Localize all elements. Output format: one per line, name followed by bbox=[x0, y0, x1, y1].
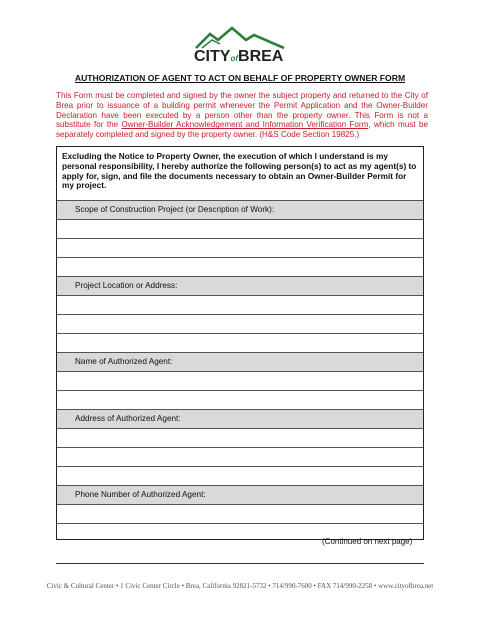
logo-city: CITY bbox=[194, 48, 231, 65]
scope-of-work-line-1[interactable] bbox=[57, 219, 423, 238]
agent-phone-line-1[interactable] bbox=[57, 504, 423, 523]
agent-phone-label: Phone Number of Authorized Agent: bbox=[75, 490, 206, 499]
field-label-row bbox=[57, 352, 423, 371]
form-title: AUTHORIZATION OF AGENT TO ACT ON BEHALF OF PROPERTY OWNER FORM bbox=[74, 73, 406, 83]
logo-of: of bbox=[230, 54, 239, 63]
agent-name-label: Name of Authorized Agent: bbox=[75, 357, 173, 366]
notice-paragraph bbox=[56, 91, 428, 140]
logo-brea: BREA bbox=[238, 48, 284, 65]
project-location-label: Project Location or Address: bbox=[75, 281, 178, 290]
notice-part2: , which must be separately completed and signed by the property owner. (H&S Code Section 19825.) bbox=[56, 120, 428, 140]
authorization-statement: Excluding the Notice to Property Owner, the execution of which I understand is my personal responsibility, I hereby authorize the following person(s) to act as my agent(s) to apply for, sign, and file the documents necessary to obtain an Owner-Builder Permit for my project. bbox=[62, 151, 417, 191]
agent-name-line-1[interactable] bbox=[57, 371, 423, 390]
agent-name-line-2[interactable] bbox=[57, 390, 423, 409]
footer-contact-info: Civic & Cultural Center • 1 Civic Center Circle • Brea, California 92821-5732 • 714/990-7600 • FAX 714/990-2258 • www.cityofbrea.net bbox=[46, 582, 434, 590]
continued-note: (Continued on next page) bbox=[322, 537, 413, 546]
project-location-line-3[interactable] bbox=[57, 333, 423, 352]
field-label-row bbox=[57, 276, 423, 295]
notice-form-reference: Owner-Builder Acknowledgement and Information Verification Form bbox=[121, 120, 369, 130]
notice-part1: This Form must be completed and signed by the owner the subject property and returned to the City of Brea prior to issuance of a building permit whenever the Permit Application and the Owner-Builder Declaration have been executed by a person other than the property owner. This Form is not a substitute for the bbox=[56, 91, 428, 130]
city-of-brea-logo bbox=[192, 26, 288, 66]
project-location-line-1[interactable] bbox=[57, 295, 423, 314]
field-label-row bbox=[57, 485, 423, 504]
authorization-form-box bbox=[56, 146, 424, 540]
footer-divider bbox=[56, 563, 424, 564]
scope-of-work-line-2[interactable] bbox=[57, 238, 423, 257]
scope-of-work-label: Scope of Construction Project (or Description of Work): bbox=[75, 205, 275, 214]
project-location-line-2[interactable] bbox=[57, 314, 423, 333]
agent-address-line-2[interactable] bbox=[57, 447, 423, 466]
field-label-row bbox=[57, 200, 423, 219]
field-label-row bbox=[57, 409, 423, 428]
agent-address-line-3[interactable] bbox=[57, 466, 423, 485]
scope-of-work-line-3[interactable] bbox=[57, 257, 423, 276]
agent-address-label: Address of Authorized Agent: bbox=[75, 414, 181, 423]
agent-address-line-1[interactable] bbox=[57, 428, 423, 447]
logo-wordmark bbox=[194, 48, 283, 66]
